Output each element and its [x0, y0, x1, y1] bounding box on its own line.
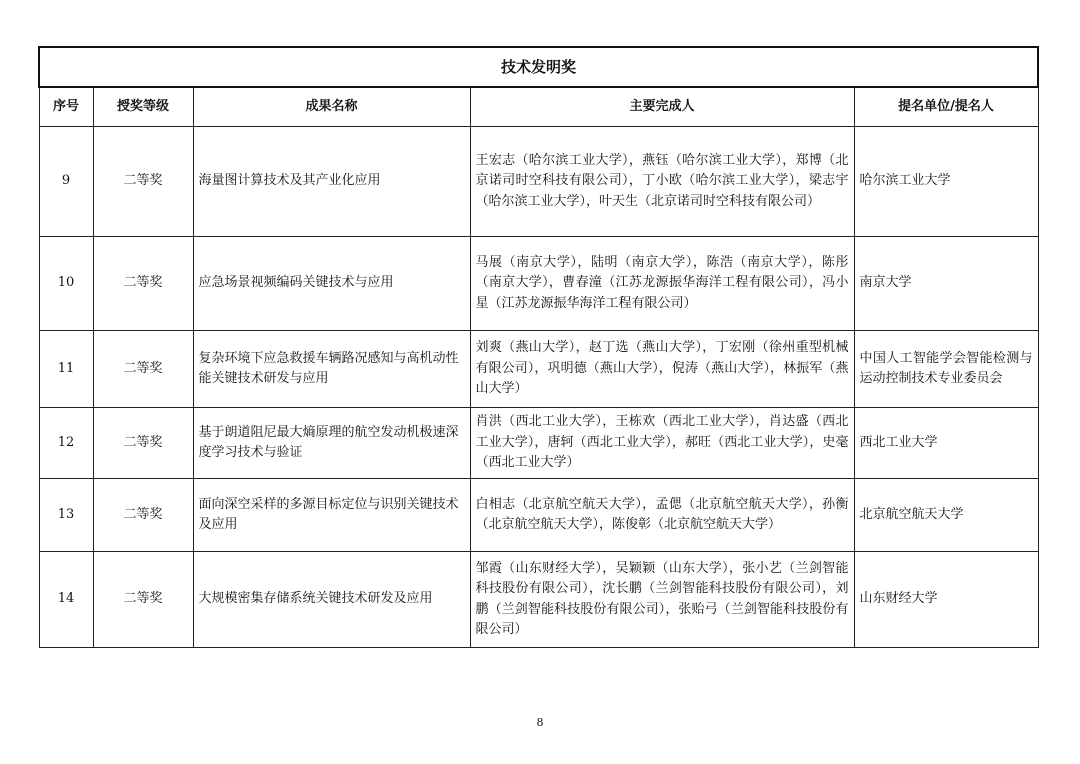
table-row — [39, 408, 1038, 479]
header-nominator: 提名单位/提名人 — [854, 87, 1038, 127]
page-number: 8 — [536, 716, 544, 729]
title-row — [39, 47, 1038, 87]
cell-index: 12 — [39, 408, 93, 479]
award-table-wrapper — [38, 46, 1037, 648]
cell-index: 14 — [39, 552, 93, 648]
table-row — [39, 127, 1038, 237]
cell-name: 面向深空采样的多源目标定位与识别关键技术及应用 — [193, 479, 470, 552]
cell-people: 马展（南京大学），陆明（南京大学），陈浩（南京大学），陈彤（南京大学），曹春潼（江苏龙源振华海洋工程有限公司），冯小星（江苏龙源振华海洋工程有限公司） — [470, 237, 854, 331]
cell-level: 二等奖 — [93, 552, 193, 648]
cell-level: 二等奖 — [93, 331, 193, 408]
award-table — [38, 46, 1039, 648]
cell-level: 二等奖 — [93, 408, 193, 479]
cell-level: 二等奖 — [93, 479, 193, 552]
cell-nominator: 山东财经大学 — [854, 552, 1038, 648]
cell-people: 肖洪（西北工业大学），王栋欢（西北工业大学），肖达盛（西北工业大学），唐轲（西北工业大学），郝旺（西北工业大学），史毫（西北工业大学） — [470, 408, 854, 479]
table-row — [39, 552, 1038, 648]
table-row — [39, 331, 1038, 408]
table-row — [39, 237, 1038, 331]
cell-people: 王宏志（哈尔滨工业大学），燕钰（哈尔滨工业大学），郑博（北京诺司时空科技有限公司），丁小欧（哈尔滨工业大学），梁志宇（哈尔滨工业大学），叶天生（北京诺司时空科技有限公司） — [470, 127, 854, 237]
cell-nominator: 北京航空航天大学 — [854, 479, 1038, 552]
cell-nominator: 中国人工智能学会智能检测与运动控制技术专业委员会 — [854, 331, 1038, 408]
cell-level: 二等奖 — [93, 127, 193, 237]
cell-nominator: 西北工业大学 — [854, 408, 1038, 479]
cell-name: 应急场景视频编码关键技术与应用 — [193, 237, 470, 331]
cell-name: 大规模密集存储系统关键技术研发及应用 — [193, 552, 470, 648]
cell-people: 刘爽（燕山大学），赵丁选（燕山大学），丁宏刚（徐州重型机械有限公司），巩明德（燕山大学），倪涛（燕山大学），林振军（燕山大学） — [470, 331, 854, 408]
header-people: 主要完成人 — [470, 87, 854, 127]
section-title: 技术发明奖 — [39, 47, 1038, 87]
cell-index: 13 — [39, 479, 93, 552]
cell-index: 9 — [39, 127, 93, 237]
header-name: 成果名称 — [193, 87, 470, 127]
cell-index: 11 — [39, 331, 93, 408]
cell-name: 复杂环境下应急救援车辆路况感知与高机动性能关键技术研发与应用 — [193, 331, 470, 408]
header-index: 序号 — [39, 87, 93, 127]
cell-nominator: 哈尔滨工业大学 — [854, 127, 1038, 237]
cell-people: 邹霞（山东财经大学），吴颖颖（山东大学），张小艺（兰剑智能科技股份有限公司），沈长鹏（兰剑智能科技股份有限公司），刘鹏（兰剑智能科技股份有限公司），张贻弓（兰剑智能科技股份有限公司） — [470, 552, 854, 648]
header-row — [39, 87, 1038, 127]
cell-name: 基于朗道阻尼最大熵原理的航空发动机极速深度学习技术与验证 — [193, 408, 470, 479]
header-level: 授奖等级 — [93, 87, 193, 127]
cell-people: 白相志（北京航空航天大学），孟偲（北京航空航天大学），孙衡（北京航空航天大学），陈俊彰（北京航空航天大学） — [470, 479, 854, 552]
cell-name: 海量图计算技术及其产业化应用 — [193, 127, 470, 237]
cell-index: 10 — [39, 237, 93, 331]
table-row — [39, 479, 1038, 552]
cell-level: 二等奖 — [93, 237, 193, 331]
cell-nominator: 南京大学 — [854, 237, 1038, 331]
